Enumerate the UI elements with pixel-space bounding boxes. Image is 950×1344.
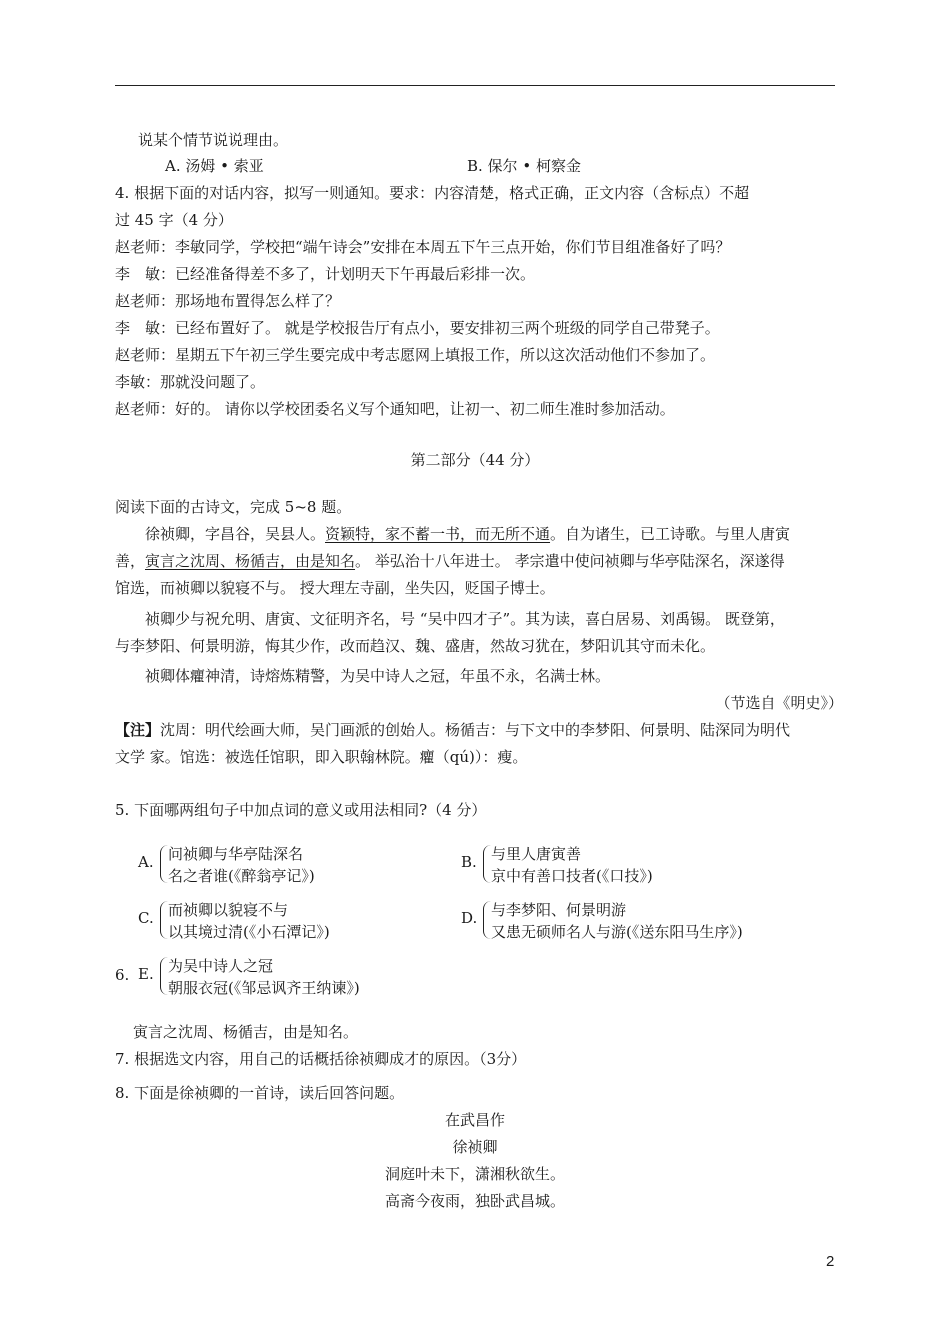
option-a-text: A. 汤姆 • 索亚 xyxy=(165,157,264,175)
passage-source: （节选自《明史》） xyxy=(715,694,843,712)
reading-instruction: 阅读下面的古诗文，完成 5~8 题。 xyxy=(115,498,352,516)
clipped-text-fragment xyxy=(138,1006,388,1012)
passage-text: 善， xyxy=(115,552,146,570)
note-line xyxy=(115,720,790,740)
continued-question-line: 说某个情节说说理由。 xyxy=(138,131,289,149)
option-b-text: B. 保尔 • 柯察金 xyxy=(467,157,581,175)
question-6-number: 6. xyxy=(115,966,130,984)
dialogue-line: 赵老师：李敏同学，学校把“端午诗会”安排在本周五下午三点开始，你们节目组准备好了吗？ xyxy=(115,238,731,256)
note-marker: 【注】 xyxy=(115,721,161,739)
underlined-sentence: 资颖特，家不蓄一书，而无所不通 xyxy=(325,525,551,543)
dialogue-line: 李敏：那就没问题了。 xyxy=(115,373,266,391)
question-8: 8. 下面是徐祯卿的一首诗，读后回答问题。 xyxy=(115,1084,405,1102)
underlined-sentence: 寅言之沈周、杨循吉，由是知名 xyxy=(145,552,356,570)
passage-text: 徐祯卿，字昌谷，吴县人。 xyxy=(145,525,326,543)
passage-text: 。 举弘治十八年进士。 孝宗遣中使问祯卿与华亭陆深名，深遂得 xyxy=(355,552,785,570)
note-line: 文学 家。馆选：被选任馆职，即入职翰林院。癯（qú)）：瘦。 xyxy=(115,748,528,766)
dialogue-line: 李 敏：已经布置好了。 就是学校报告厅有点小，要安排初三两个班级的同学自己带凳子。 xyxy=(115,319,720,337)
passage-text: 。自为诸生，已工诗歌。与里人唐寅 xyxy=(550,525,791,543)
option-sentence: 而祯卿以貌寝不与 xyxy=(168,901,289,919)
poem-line: 高斋今夜雨，独卧武昌城。 xyxy=(384,1192,565,1210)
option-label: B. xyxy=(461,853,477,871)
passage-line xyxy=(115,551,785,571)
dialogue-line: 赵老师：那场地布置得怎么样了？ xyxy=(115,292,341,310)
passage-line: 馆选，而祯卿以貌寝不与。 授大理左寺副，坐失囚，贬国子博士。 xyxy=(115,579,555,597)
option-sentence: 以其境过清(《小石潭记》) xyxy=(168,923,330,941)
header-rule xyxy=(115,85,835,86)
option-sentence: 京中有善口技者(《口技》) xyxy=(491,867,653,885)
option-label: D. xyxy=(461,909,478,927)
passage-line: 与李梦阳、何景明游，悔其少作，改而趋汉、魏、盛唐，然故习犹在，梦阳讥其守而未化。 xyxy=(115,637,716,655)
option-sentence: 问祯卿与华亭陆深名 xyxy=(168,845,304,863)
question-7: 7. 根据选文内容，用自己的话概括徐祯卿成才的原因。（3分） xyxy=(115,1050,527,1068)
option-label: E. xyxy=(138,965,154,983)
option-label: C. xyxy=(138,909,154,927)
poem-author: 徐祯卿 xyxy=(452,1138,498,1156)
section-heading: 第二部分（44 分） xyxy=(410,451,540,469)
question-6-sentence: 寅言之沈周、杨循吉，由是知名。 xyxy=(133,1023,359,1041)
dialogue-line: 李 敏：已经准备得差不多了，计划明天下午再最后彩排一次。 xyxy=(115,265,536,283)
option-sentence: 名之者谁(《醉翁亭记》) xyxy=(168,867,315,885)
passage-line: 祯卿少与祝允明、唐寅、文征明齐名，号 “吴中四才子”。其为读，喜白居易、刘禹锡。 既登第， xyxy=(145,610,785,628)
question-4-line-1: 4. 根据下面的对话内容，拟写一则通知。要求：内容清楚，格式正确，正文内容（含标点）不超 xyxy=(115,184,750,202)
passage-line: 祯卿体癯神清，诗熔炼精警，为吴中诗人之冠，年虽不永，名满士林。 xyxy=(145,667,611,685)
page-number: 2 xyxy=(826,1253,835,1270)
dialogue-line: 赵老师：好的。 请你以学校团委名义写个通知吧，让初一、初二师生准时参加活动。 xyxy=(115,400,675,418)
option-sentence: 与里人唐寅善 xyxy=(491,845,582,863)
passage-line xyxy=(145,524,790,544)
dialogue-line: 赵老师：星期五下午初三学生要完成中考志愿网上填报工作，所以这次活动他们不参加了。 xyxy=(115,346,716,364)
option-sentence: 又患无硕师名人与游(《送东阳马生序》) xyxy=(491,923,743,941)
option-sentence: 朝服衣冠(《邹忌讽齐王纳谏》) xyxy=(168,979,360,997)
poem-line: 洞庭叶未下，潇湘秋欲生。 xyxy=(384,1165,565,1183)
poem-title: 在武昌作 xyxy=(444,1111,505,1129)
note-text: 沈周：明代绘画大师，吴门画派的创始人。杨循吉：与下文中的李梦阳、何景明、陆深同为明代 xyxy=(160,721,791,739)
question-5: 5. 下面哪两组句子中加点词的意义或用法相同?（4 分） xyxy=(115,801,487,819)
option-label: A. xyxy=(138,853,154,871)
option-sentence: 为吴中诗人之冠 xyxy=(168,957,274,975)
option-sentence: 与李梦阳、何景明游 xyxy=(491,901,627,919)
question-4-line-2: 过 45 字（4 分） xyxy=(115,211,233,229)
